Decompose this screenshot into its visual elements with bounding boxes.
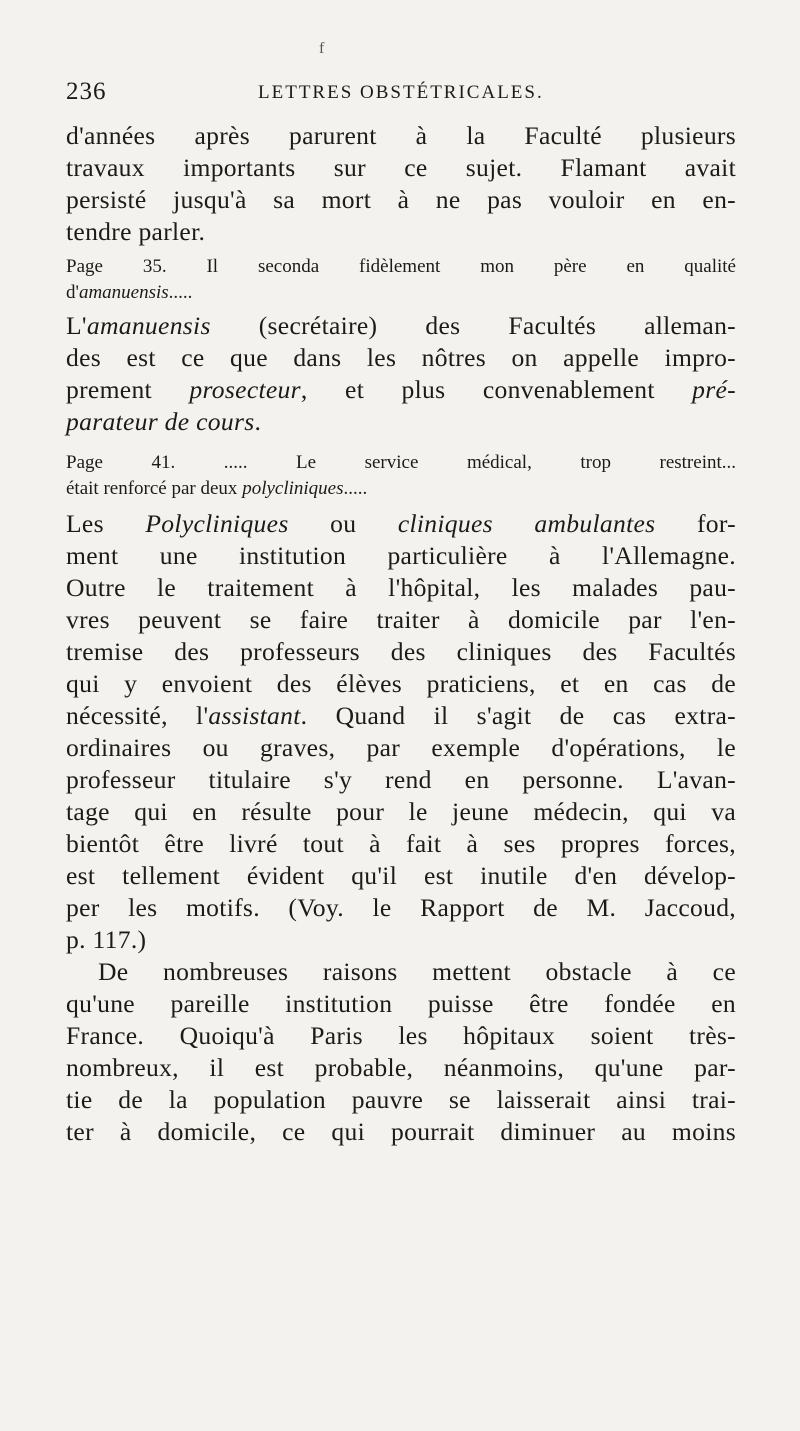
text-line: ordinaires ou graves, par exemple d'opérations, le xyxy=(66,733,736,762)
text-line: nécessité, l'assistant. Quand il s'agit de cas extra- xyxy=(66,701,736,730)
text-line: prement prosecteur, et plus convenablement pré- xyxy=(66,375,736,404)
text-line: persisté jusqu'à sa mort à ne pas vouloir en en- xyxy=(66,185,736,214)
footnote-1 xyxy=(66,254,736,306)
text-line: était renforcé par deux polycliniques..... xyxy=(66,478,368,499)
text-line: ter à domicile, ce qui pourrait diminuer au moins xyxy=(66,1117,736,1146)
page-number: 236 xyxy=(66,78,107,105)
text-line: d'amanuensis..... xyxy=(66,282,193,303)
text-line: qu'une pareille institution puisse être fondée en xyxy=(66,989,736,1018)
text-line: bientôt être livré tout à fait à ses propres forces, xyxy=(66,829,736,858)
text-line: Page 35. Il seconda fidèlement mon père en qualité xyxy=(66,256,736,277)
paragraph-3 xyxy=(66,508,736,956)
paragraph-1 xyxy=(66,120,736,248)
margin-mark: f xyxy=(319,40,325,57)
text-line: des est ce que dans les nôtres on appelle impro- xyxy=(66,343,736,372)
text-line: De nombreuses raisons mettent obstacle à ce xyxy=(98,957,736,986)
text-line: ment une institution particulière à l'Allemagne. xyxy=(66,541,736,570)
text-line: tremise des professeurs des cliniques des Facultés xyxy=(66,637,736,666)
text-line: d'années après parurent à la Faculté plusieurs xyxy=(66,121,736,150)
text-line: nombreux, il est probable, néanmoins, qu'une par- xyxy=(66,1053,736,1082)
text-line: qui y envoient des élèves praticiens, et en cas de xyxy=(66,669,736,698)
text-line: Les Polycliniques ou cliniques ambulantes for- xyxy=(66,509,736,538)
text-line: France. Quoiqu'à Paris les hôpitaux soient très- xyxy=(66,1021,736,1050)
text-line: travaux importants sur ce sujet. Flamant avait xyxy=(66,153,736,182)
text-line: tie de la population pauvre se laisserait ainsi trai- xyxy=(66,1085,736,1114)
paragraph-2 xyxy=(66,310,736,438)
text-line: L'amanuensis (secrétaire) des Facultés alleman- xyxy=(66,311,736,340)
text-line: professeur titulaire s'y rend en personne. L'avan- xyxy=(66,765,736,794)
text-line: est tellement évident qu'il est inutile d'en dévelop- xyxy=(66,861,736,890)
text-line: tage qui en résulte pour le jeune médecin, qui va xyxy=(66,797,736,826)
text-line: vres peuvent se faire traiter à domicile par l'en- xyxy=(66,605,736,634)
text-line: Page 41. ..... Le service médical, trop restreint... xyxy=(66,452,736,473)
text-line: per les motifs. (Voy. le Rapport de M. Jaccoud, xyxy=(66,893,736,922)
footnote-2 xyxy=(66,450,736,502)
paragraph-4 xyxy=(66,956,736,1148)
page-header xyxy=(66,78,746,108)
running-title: LETTRES OBSTÉTRICALES. xyxy=(258,82,544,103)
text-line: tendre parler. xyxy=(66,217,206,246)
text-line: p. 117.) xyxy=(66,925,147,954)
text-line: Outre le traitement à l'hôpital, les malades pau- xyxy=(66,573,736,602)
text-line: parateur de cours. xyxy=(66,407,262,436)
